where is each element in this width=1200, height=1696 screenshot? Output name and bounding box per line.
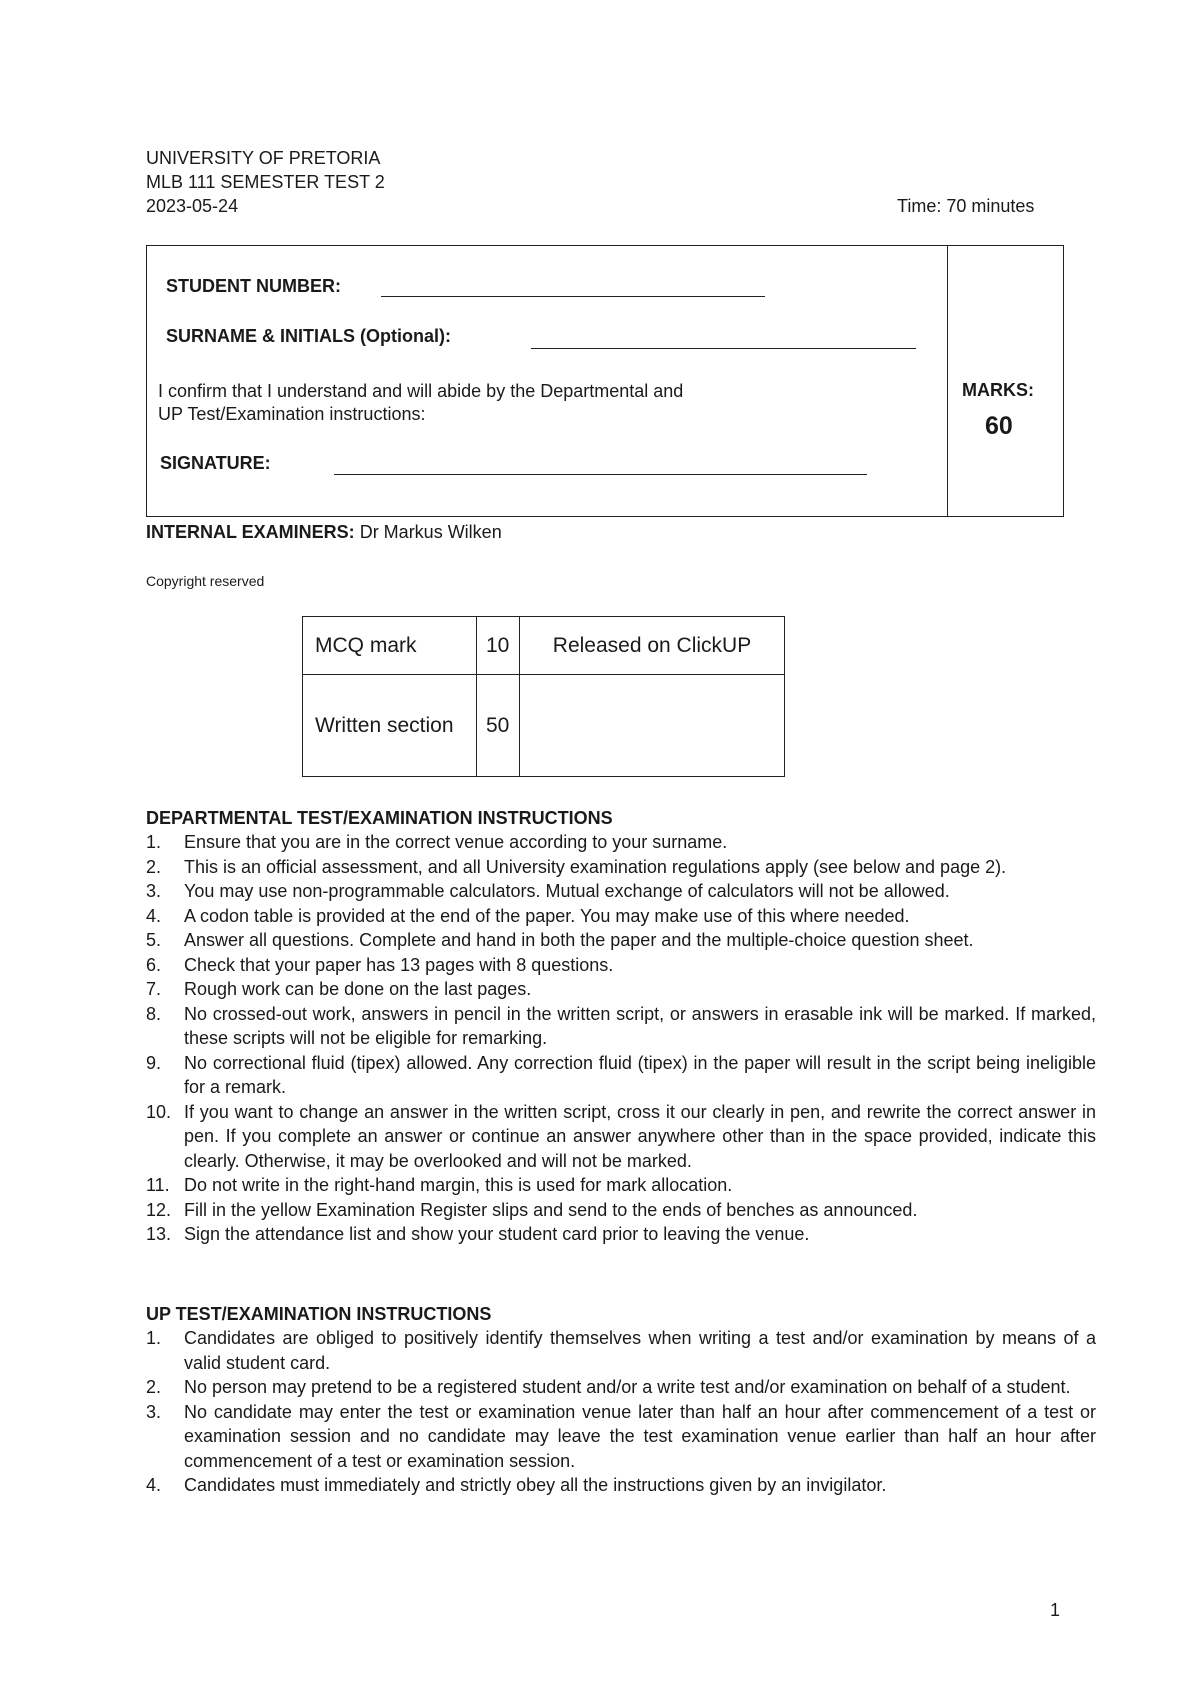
university-name: UNIVERSITY OF PRETORIA <box>146 148 381 168</box>
list-item-number: 6. <box>146 954 162 975</box>
list-item-text: A codon table is provided at the end of the paper. You may make use of this where needed. <box>184 905 910 926</box>
list-item-text: Sign the attendance list and show your student card prior to leaving the venue. <box>184 1224 810 1244</box>
list-item <box>146 1326 1096 1375</box>
mark-cell: 10 <box>477 617 520 675</box>
student-number-label: STUDENT NUMBER: <box>166 276 341 296</box>
list-item-text: No correctional fluid (tipex) allowed. Any correction fluid (tipex) in the paper will result in the script being ineligible for a remark. <box>184 1052 1096 1097</box>
list-item <box>146 855 1096 880</box>
up-instructions-section <box>146 1302 1096 1498</box>
list-item <box>146 928 1096 953</box>
marks-breakdown-table <box>302 616 785 777</box>
departmental-instructions-section <box>146 806 1096 1247</box>
list-item-number: 4. <box>146 905 162 926</box>
list-item-text: No crossed-out work, answers in pencil in the written script, or answers in erasable ink will be marked. If marked, these scripts will not be eligible for remarking. <box>184 1003 1096 1048</box>
departmental-instructions-title: DEPARTMENTAL TEST/EXAMINATION INSTRUCTIONS <box>146 808 613 828</box>
list-item <box>146 1400 1096 1474</box>
course-test-title: MLB 111 SEMESTER TEST 2 <box>146 172 385 192</box>
surname-initials-field[interactable] <box>531 348 916 349</box>
up-instructions-title: UP TEST/EXAMINATION INSTRUCTIONS <box>146 1304 492 1324</box>
list-item-number: 5. <box>146 930 162 950</box>
list-item-text: No candidate may enter the test or examination venue later than half an hour after commencement of a test or examination session and no candidate may leave the test examination venue earlier than half an hour after commencement of a test or examination session. <box>184 1401 1096 1471</box>
list-item-number: 11. <box>146 1175 170 1195</box>
list-item-number: 3. <box>146 881 162 901</box>
confirmation-statement <box>158 380 683 426</box>
list-item-number: 1. <box>146 1328 162 1348</box>
list-item-text: Answer all questions. Complete and hand in both the paper and the multiple-choice question sheet. <box>184 930 974 950</box>
list-item-number: 1. <box>146 832 162 852</box>
section-cell: Written section <box>303 675 477 777</box>
section-cell: MCQ mark <box>303 617 477 675</box>
internal-examiners-name: Dr Markus Wilken <box>354 522 502 542</box>
list-item <box>146 879 1096 904</box>
list-item <box>146 1002 1096 1051</box>
list-item <box>146 1222 1096 1247</box>
signature-label: SIGNATURE: <box>160 453 271 473</box>
list-item-text: Do not write in the right-hand margin, this is used for mark allocation. <box>184 1175 733 1195</box>
list-item-text: This is an official assessment, and all University examination regulations apply (see below and page 2). <box>184 856 1007 877</box>
list-item-text: Candidates must immediately and strictly obey all the instructions given by an invigilator. <box>184 1475 887 1495</box>
note-cell: Released on ClickUP <box>520 617 785 675</box>
list-item <box>146 953 1096 978</box>
internal-examiners <box>146 522 502 543</box>
list-item-number: 12. <box>146 1199 172 1220</box>
list-item <box>146 1100 1096 1174</box>
table-row <box>303 675 785 777</box>
up-instructions-list <box>146 1326 1096 1498</box>
list-item-text: You may use non-programmable calculators. Mutual exchange of calculators will not be allowed. <box>184 881 950 901</box>
list-item-number: 8. <box>146 1003 162 1024</box>
marks-divider <box>947 245 948 517</box>
list-item-number: 10. <box>146 1101 172 1122</box>
list-item <box>146 1198 1096 1223</box>
test-date: 2023-05-24 <box>146 196 239 216</box>
list-item-number: 4. <box>146 1475 162 1495</box>
confirmation-line-2: UP Test/Examination instructions: <box>158 404 426 424</box>
note-cell <box>520 675 785 777</box>
total-marks-value: 60 <box>985 412 1013 440</box>
list-item-text: If you want to change an answer in the written script, cross it our clearly in pen, and rewrite the correct answer in pen. If you complete an answer or continue an answer anywhere other than in the space provided, indicate this clearly. Otherwise, it may be overlooked and will not be marked. <box>184 1101 1096 1171</box>
list-item-number: 9. <box>146 1052 162 1073</box>
internal-examiners-label: INTERNAL EXAMINERS: <box>146 522 355 542</box>
confirmation-line-1: I confirm that I understand and will abide by the Departmental and <box>158 381 684 401</box>
departmental-instructions-list <box>146 830 1096 1247</box>
list-item-number: 3. <box>146 1401 162 1422</box>
list-item-number: 7. <box>146 979 162 999</box>
list-item-number: 2. <box>146 1377 162 1397</box>
list-item <box>146 904 1096 929</box>
list-item-number: 2. <box>146 856 162 877</box>
list-item <box>146 1173 1096 1198</box>
list-item <box>146 977 1096 1002</box>
copyright-notice: Copyright reserved <box>146 573 265 589</box>
test-duration: Time: 70 minutes <box>897 196 1035 216</box>
student-number-field[interactable] <box>381 296 765 297</box>
list-item-text: Check that your paper has 13 pages with 8 questions. <box>184 954 614 975</box>
signature-field[interactable] <box>334 474 867 475</box>
mark-cell: 50 <box>477 675 520 777</box>
list-item <box>146 1051 1096 1100</box>
list-item-text: Fill in the yellow Examination Register slips and send to the ends of benches as announced. <box>184 1199 918 1220</box>
marks-label: MARKS: <box>962 380 1034 400</box>
list-item <box>146 1473 1096 1498</box>
page-number: 1 <box>1050 1600 1061 1620</box>
list-item <box>146 1375 1096 1400</box>
list-item-text: Candidates are obliged to positively identify themselves when writing a test and/or examination by means of a valid student card. <box>184 1328 1096 1373</box>
list-item-text: Rough work can be done on the last pages. <box>184 979 532 999</box>
list-item-number: 13. <box>146 1224 172 1244</box>
list-item <box>146 830 1096 855</box>
table-row <box>303 617 785 675</box>
surname-initials-label: SURNAME & INITIALS (Optional): <box>166 326 451 346</box>
list-item-text: Ensure that you are in the correct venue according to your surname. <box>184 832 728 852</box>
list-item-text: No person may pretend to be a registered student and/or a write test and/or examination on behalf of a student. <box>184 1377 1071 1397</box>
